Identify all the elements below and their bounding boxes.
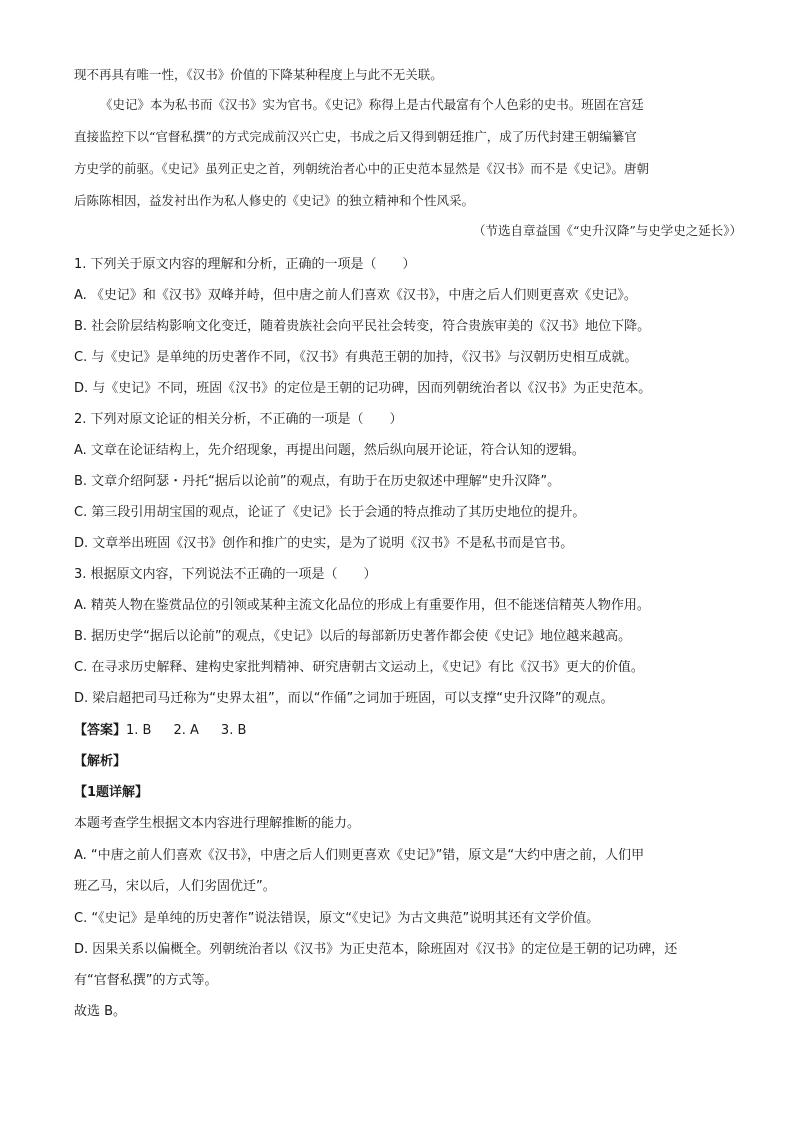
- analysis-line: 班乙马，宋以后，人们劣固优迁”。: [74, 879, 276, 894]
- question-stem: 2. 下列对原文论证的相关分析，不正确的一项是（ ）: [74, 412, 403, 427]
- analysis-label: 【解析】: [74, 754, 127, 769]
- analysis-line: A. “中唐之前人们喜欢《汉书》，中唐之后人们则更喜欢《史记》”错，原文是“大约中唐之前，人们甲: [74, 848, 645, 863]
- question-option: D. 文章举出班固《汉书》创作和推广的史实，是为了说明《汉书》不是私书而是官书。: [74, 536, 574, 551]
- question-option: A. 《史记》和《汉书》双峰并峙，但中唐之前人们喜欢《汉书》，中唐之后人们则更喜欢《史记》。: [74, 288, 637, 303]
- passage-line: 后陈陈相因，益发衬出作为私人修史的《史记》的独立精神和个性风采。: [74, 193, 475, 208]
- question-option: C. 在寻求历史解释、建构史家批判精神、研究唐朝古文运动上，《史记》有比《汉书》更大的价值。: [74, 660, 644, 675]
- question-option: B. 文章介绍阿瑟・丹托“据后以论前”的观点，有助于在历史叙述中理解“史升汉降”。: [74, 474, 561, 489]
- analysis-sub-label: 【1题详解】: [74, 785, 149, 800]
- passage-line: 方史学的前驱。《史记》虽列正史之首，列朝统治者心中的正史范本显然是《汉书》而不是《史记》。唐朝: [74, 161, 650, 176]
- analysis-line: 有“官督私撰”的方式等。: [74, 973, 218, 988]
- analysis-line: D. 因果关系以偏概全。列朝统治者以《汉书》为正史范本，除班固对《汉书》的定位是王朝的记功碑，还: [74, 942, 678, 957]
- question-option: D. 梁启超把司马迁称为“史界太祖”，而以“作俑”之词加于班固，可以支撑“史升汉降”的观点。: [74, 691, 614, 706]
- answer-item: 3. B: [220, 723, 247, 738]
- question-stem: 3. 根据原文内容，下列说法不正确的一项是（ ）: [74, 567, 377, 582]
- passage-line: 现不再具有唯一性，《汉书》价值的下降某种程度上与此不无关联。: [74, 67, 443, 82]
- passage-line: 《史记》本为私书而《汉书》实为官书。《史记》称得上是古代最富有个人色彩的史书。班固在宫廷: [100, 97, 644, 112]
- question-option: B. 社会阶层结构影响文化变迁，随着贵族社会向平民社会转变，符合贵族审美的《汉书》地位下降。: [74, 319, 651, 334]
- analysis-line: C. “《史记》是单纯的历史著作”说法错误，原文“《史记》为古文典范”说明其还有文学价值。: [74, 911, 600, 926]
- question-option: A. 精英人物在鉴赏品位的引领或某种主流文化品位的形成上有重要作用，但不能迷信精英人物作用。: [74, 598, 650, 613]
- question-option: B. 据历史学“据后以论前”的观点，《史记》以后的每部新历史著作都会使《史记》地位越来越高。: [74, 629, 632, 644]
- analysis-intro: 本题考查学生根据文本内容进行理解推断的能力。: [74, 816, 361, 831]
- answer-item: 1. B: [126, 723, 152, 738]
- question-option: A. 文章在论证结构上，先介绍现象，再提出问题，然后纵向展开论证，符合认知的逻辑。: [74, 443, 585, 458]
- answer-label: 【答案】: [74, 723, 127, 738]
- question-option: D. 与《史记》不同，班固《汉书》的定位是王朝的记功碑，因而列朝统治者以《汉书》为正史范本。: [74, 381, 652, 396]
- passage-source: （节选自章益国《“史升汉降”与史学史之延长》）: [472, 223, 742, 238]
- answer-line: [74, 722, 724, 740]
- question-option: C. 第三段引用胡宝国的观点，论证了《史记》长于会通的特点推动了其历史地位的提升。: [74, 505, 586, 520]
- question-stem: 1. 下列关于原文内容的理解和分析，正确的一项是（ ）: [74, 257, 416, 272]
- answer-item: 2. A: [173, 723, 199, 738]
- passage-line: 直接监控下以“官督私撰”的方式完成前汉兴亡史，书成之后又得到朝廷推广，成了历代封建王朝编纂官: [74, 129, 637, 144]
- question-option: C. 与《史记》是单纯的历史著作不同，《汉书》有典范王朝的加持，《汉书》与汉朝历史相互成就。: [74, 350, 638, 365]
- analysis-conclusion: 故选 B。: [74, 1004, 127, 1019]
